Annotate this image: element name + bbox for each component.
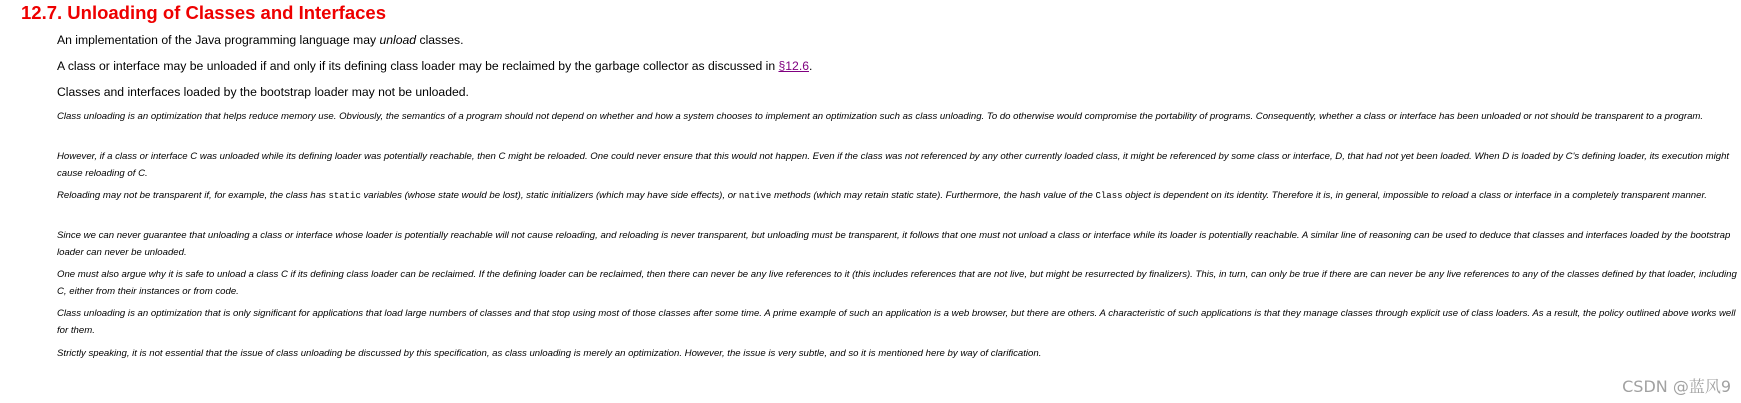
note-safety: One must also argue why it is safe to unload a class C if its defining class loader can be reclaimed. If the defining loader can be reclaimed, then there can never be any live references to it (this includes references that are not live, but might be resurrected by finalizers). This, in turn, can only be true if there are can never be any live references to any of the classes defined by that loader, including C, either from their instances or from code. <box>57 269 1737 297</box>
paragraph-bootstrap-loader: Classes and interfaces loaded by the bootstrap loader may not be unloaded. <box>57 85 469 99</box>
note-text: variables (whose state would be lost), static initializers (which may have side effects), or <box>360 190 739 201</box>
paragraph-unload-condition <box>57 58 812 74</box>
paragraph-text: . <box>808 59 813 73</box>
paragraph-text: classes. <box>416 33 464 47</box>
code-static: static <box>328 191 361 201</box>
paragraph-unload-intro <box>57 32 464 48</box>
emphasis-unload: unload <box>379 33 417 47</box>
paragraph-text: An implementation of the Java programming language may <box>57 33 380 47</box>
note-optimization: Class unloading is an optimization that helps reduce memory use. Obviously, the semantics of a program should not depend on whether and how a system chooses to implement an optimization such as class unloading. To do otherwise would compromise the portability of programs. Consequently, whether a class or interface has been unloaded or not should be transparent to a program. <box>57 111 1704 122</box>
note-transparency <box>57 188 1737 205</box>
note-clarification: Strictly speaking, it is not essential that the issue of class unloading be discussed by this specification, as class unloading is merely an optimization. However, the issue is very subtle, and so it is mentioned here by way of clarification. <box>57 348 1042 359</box>
code-class: Class <box>1095 191 1123 201</box>
code-native: native <box>738 191 772 201</box>
note-text: Reloading may not be transparent if, for example, the class has <box>57 190 329 201</box>
note-text: object is dependent on its identity. Therefore it is, in general, impossible to reload a class or interface in a completely transparent manner. <box>1122 190 1707 201</box>
csdn-watermark: CSDN @蓝风9 <box>1622 377 1731 396</box>
section-12-6-link[interactable]: §12.6 <box>778 59 809 73</box>
paragraph-text: A class or interface may be unloaded if and only if its defining class loader may be reclaimed by the garbage collector as discussed in <box>57 59 779 73</box>
note-reloading: However, if a class or interface C was unloaded while its defining loader was potentially reachable, then C might be reloaded. One could never ensure that this would not happen. Even if the class was not referenced by any other currently loaded class, it might be referenced by some class or interface, D, that had not yet been loaded. When D is loaded by C's defining loader, its execution might cause reloading of C. <box>57 151 1730 179</box>
note-reachability: Since we can never guarantee that unloading a class or interface whose loader is potentially reachable will not cause reloading, and reloading is never transparent, but unloading must be transparent, it follows that one must not unload a class or interface while its loader is potentially reachable. A similar line of reasoning can be used to deduce that classes and interfaces loaded by the bootstrap loader can never be unloaded. <box>57 230 1731 258</box>
note-applications: Class unloading is an optimization that is only significant for applications that load large numbers of classes and that stop using most of those classes after some time. A prime example of such an application is a web browser, but there are others. A characteristic of such applications is that they manage classes through explicit use of class loaders. As a result, the policy outlined above works well for them. <box>57 308 1736 336</box>
section-title: 12.7. Unloading of Classes and Interfaces <box>21 2 386 23</box>
note-text: methods (which may retain static state). Furthermore, the hash value of the <box>771 190 1096 201</box>
